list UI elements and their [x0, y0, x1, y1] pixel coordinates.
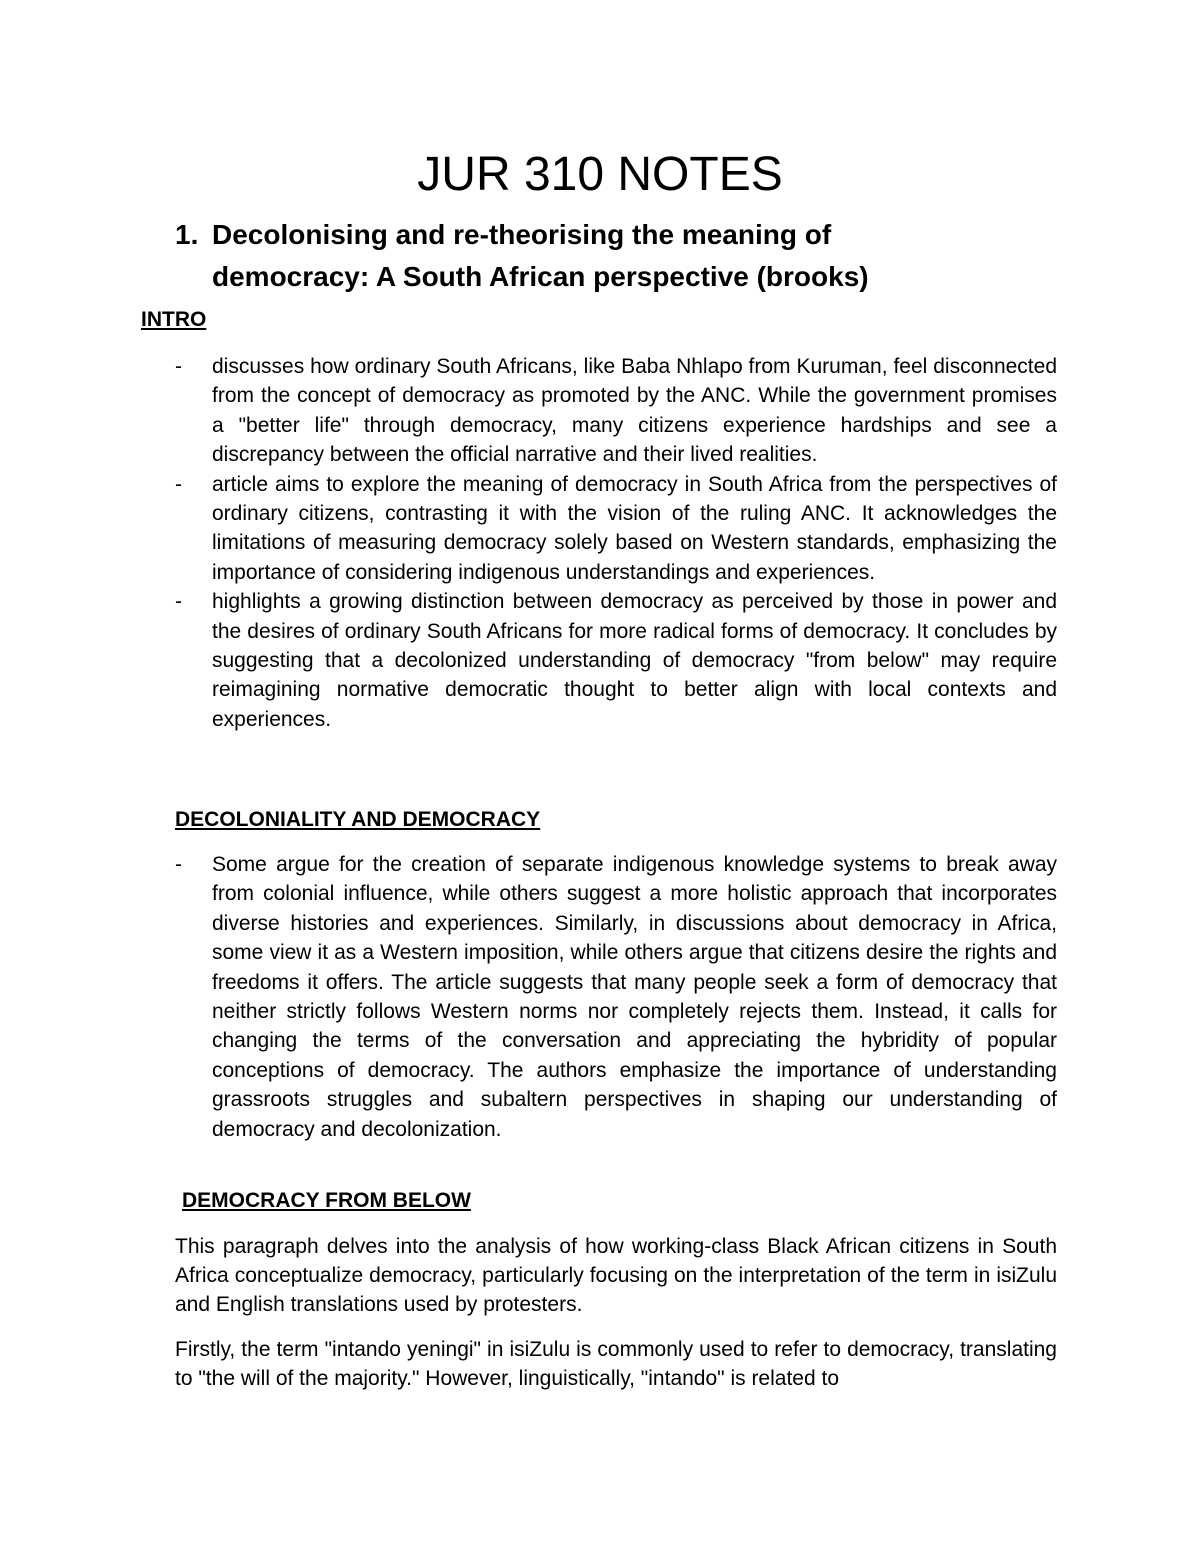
section-heading — [175, 214, 935, 298]
bullet-dash: - — [175, 472, 182, 496]
list-item — [175, 352, 1057, 470]
list-item-text: highlights a growing distinction between democracy as perceived by those in power and the desires of ordinary South Africans for more radical forms of democracy. It concludes by suggesting that a decolonized understanding of democracy "from below" may require reimagining normative democratic thought to better align with local contexts and experiences. — [212, 590, 1057, 731]
from-below-heading: DEMOCRACY FROM BELOW — [182, 1189, 471, 1212]
list-item-text: Some argue for the creation of separate indigenous knowledge systems to break away from colonial influence, while others suggest a more holistic approach that incorporates diverse histories and experiences. Similarly, in discussions about democracy in Africa, some view it as a Western imposition, while others argue that citizens desire the rights and freedoms it offers. The article suggests that many people seek a form of democracy that neither strictly follows Western norms nor completely rejects them. Instead, it calls for changing the terms of the conversation and appreciating the hybridity of popular conceptions of democracy. The authors emphasize the importance of understanding grassroots struggles and subaltern perspectives in shaping our understanding of democracy and decolonization. — [212, 853, 1057, 1141]
decoloniality-bullet-list — [175, 850, 1057, 1144]
bullet-dash: - — [175, 853, 182, 876]
list-item — [175, 587, 1057, 734]
section-heading-text: Decolonising and re-theorising the meaning of democracy: A South African perspective (brooks) — [212, 219, 869, 292]
intro-bullet-list — [175, 352, 1057, 734]
paragraph: This paragraph delves into the analysis of how working-class Black African citizens in South Africa conceptualize democracy, particularly focusing on the interpretation of the term in isiZulu and English translations used by protesters. — [175, 1235, 1057, 1317]
list-item — [175, 850, 1057, 1144]
paragraph: Firstly, the term "intando yeningi" in isiZulu is commonly used to refer to democracy, translating to "the will of the majority." However, linguistically, "intando" is related to — [175, 1338, 1057, 1391]
decoloniality-heading: DECOLONIALITY AND DEMOCRACY — [175, 808, 541, 831]
document-title: JUR 310 NOTES — [417, 148, 783, 201]
list-item-text: discusses how ordinary South Africans, like Baba Nhlapo from Kuruman, feel disconnected from the concept of democracy as promoted by the ANC. While the government promises a "better life" through democracy, many citizens experience hardships and see a discrepancy between the official narrative and their lived realities. — [212, 355, 1057, 467]
intro-heading: INTRO — [141, 308, 207, 331]
list-item-text: article aims to explore the meaning of democracy in South Africa from the perspectives of ordinary citizens, contrasting it with the vision of the ruling ANC. It acknowledges the limitations of measuring democracy solely based on Western standards, emphasizing the importance of considering indigenous understandings and experiences. — [212, 472, 1057, 584]
bullet-dash: - — [175, 355, 182, 378]
list-item — [175, 470, 1057, 588]
bullet-dash: - — [175, 590, 182, 614]
section-number: 1. — [175, 219, 199, 250]
